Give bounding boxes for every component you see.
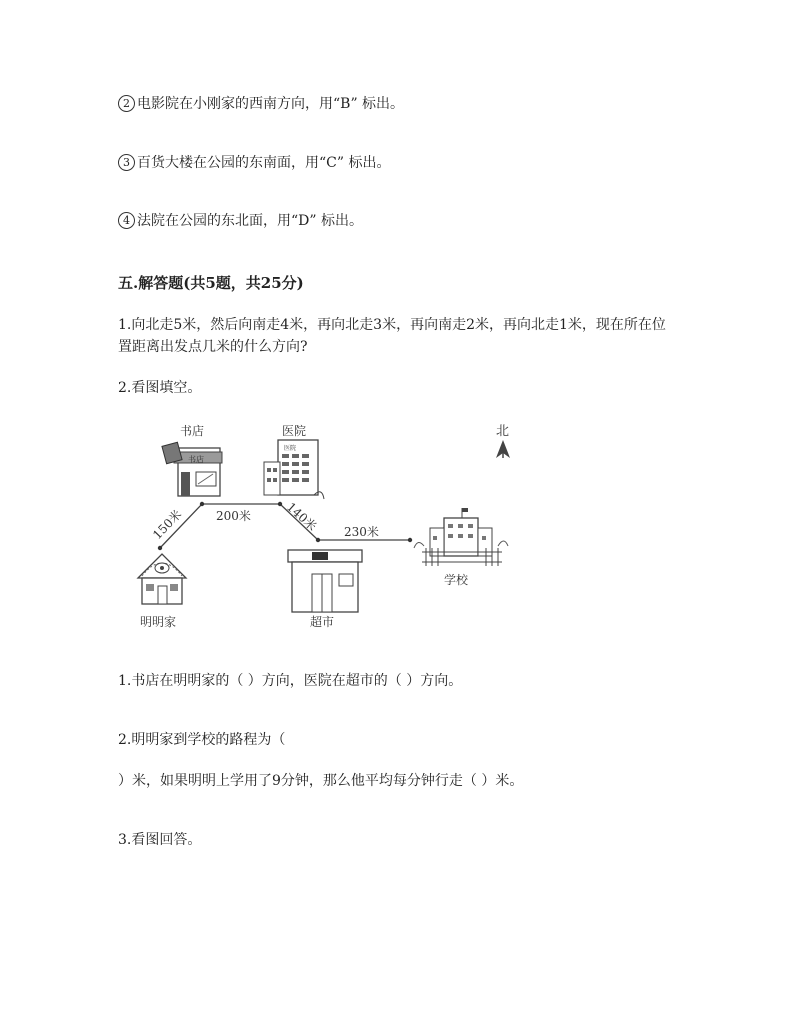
- distance-home-bookstore: 150米: [150, 507, 185, 543]
- question-3: 3.看图回答。: [118, 832, 202, 848]
- north-label: 北: [496, 424, 510, 439]
- circled-number: 3: [118, 154, 135, 171]
- item-4: [118, 211, 363, 231]
- section-title: 五.解答题(共5题，共25分): [118, 274, 304, 292]
- item-text: 百货大楼在公园的东南面，用“C” 标出。: [137, 155, 391, 171]
- distance-hospital-supermarket: 140米: [283, 499, 320, 534]
- home-label: 明明家: [140, 615, 177, 629]
- item-2: [118, 94, 404, 114]
- bookstore-label: 书店: [180, 424, 205, 438]
- question-1: 1.向北走5米，然后向南走4米，再向北走3米，再向南走2米，再向北走1米，现在所在位置距离出发点几米的什么方向?: [118, 317, 666, 355]
- hospital-sign: 医院: [284, 445, 297, 452]
- bookstore-building: [162, 423, 222, 496]
- question-2: 2.看图填空。: [118, 380, 202, 396]
- circled-number: 4: [118, 212, 135, 229]
- bookstore-sign: 书店: [188, 455, 204, 464]
- supermarket-label: 超市: [310, 615, 335, 629]
- distance-supermarket-school: 230米: [344, 525, 379, 539]
- distance-bookstore-hospital: 200米: [216, 509, 251, 523]
- map-figure: [118, 408, 530, 633]
- home-building: [138, 554, 186, 629]
- school-building: [414, 508, 508, 587]
- hospital-label: 医院: [282, 424, 307, 438]
- supermarket-building: [288, 550, 362, 629]
- sub-question-2-line1: 2.明明家到学校的路程为（: [118, 732, 286, 748]
- hospital-building: [264, 424, 324, 499]
- circled-number: 2: [118, 95, 135, 112]
- item-text: 法院在公园的东北面，用“D” 标出。: [137, 213, 363, 229]
- item-3: [118, 153, 390, 173]
- sub-question-2-line2: ）米，如果明明上学用了9分钟，那么他平均每分钟行走（ ）米。: [118, 773, 524, 789]
- sub-question-1: 1.书店在明明家的（ ）方向，医院在超市的（ ）方向。: [118, 673, 463, 689]
- school-label: 学校: [444, 573, 469, 587]
- item-text: 电影院在小刚家的西南方向，用“B” 标出。: [137, 96, 405, 112]
